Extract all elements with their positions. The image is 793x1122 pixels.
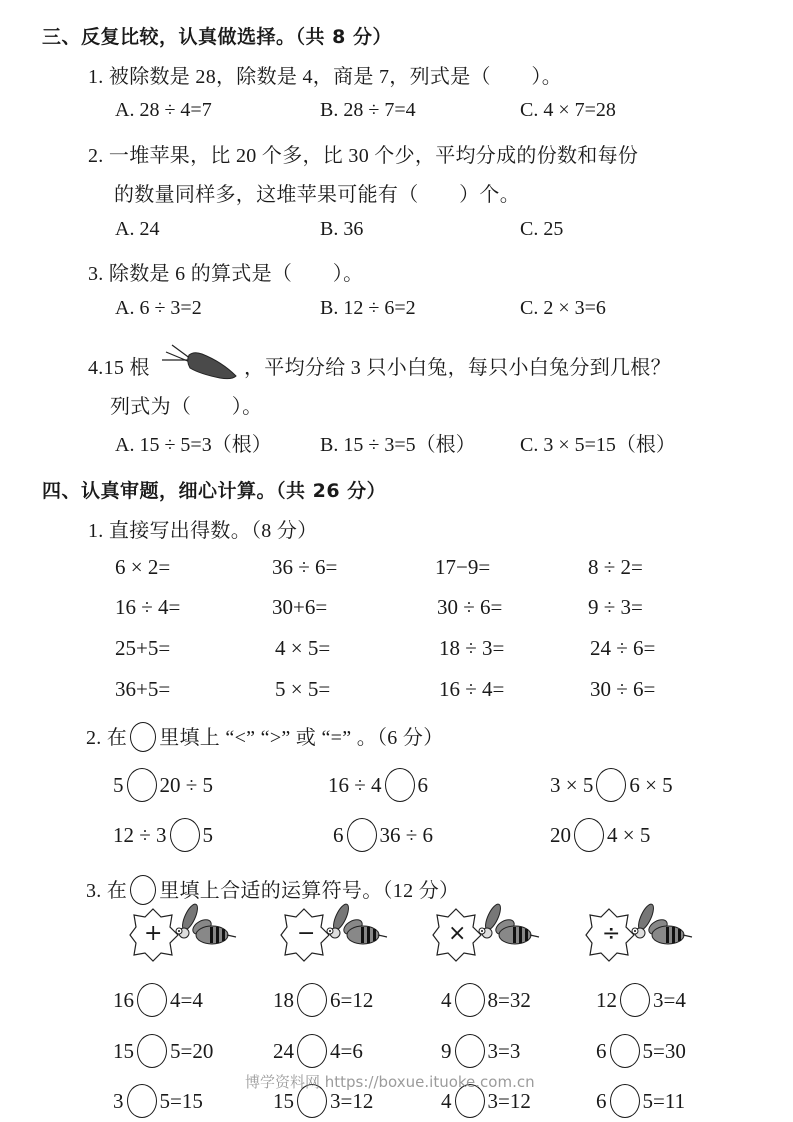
operator-item bbox=[273, 985, 373, 1019]
section-4-title: 四、认真审题，细心计算。（共 26 分） bbox=[42, 480, 387, 502]
calc-item[interactable]: 8 ÷ 2= bbox=[588, 555, 643, 579]
operand-left: 3 bbox=[113, 1088, 124, 1113]
compare-left: 16 ÷ 4 bbox=[328, 772, 382, 797]
question-2-text-line1: 2. 一堆苹果，比 20 个多，比 30 个少，平均分成的份数和每份 bbox=[88, 145, 639, 167]
operand-right: 5=11 bbox=[642, 1088, 686, 1113]
answer-circle[interactable] bbox=[137, 983, 167, 1017]
part-3-title-suffix: 里填上合适的运算符号。（12 分） bbox=[159, 880, 460, 902]
operator-item bbox=[596, 985, 686, 1019]
operand-right: 3=12 bbox=[330, 1088, 374, 1113]
calc-item[interactable]: 36 ÷ 6= bbox=[272, 555, 338, 579]
watermark: 博学资料网 https://boxue.ituoke.com.cn bbox=[245, 1073, 535, 1091]
operand-right: 3=3 bbox=[487, 1038, 521, 1063]
answer-circle[interactable] bbox=[347, 818, 377, 852]
compare-item bbox=[550, 820, 650, 854]
answer-circle[interactable] bbox=[297, 1034, 327, 1068]
question-3-option-b[interactable]: B. 12 ÷ 6=2 bbox=[320, 297, 416, 319]
answer-circle[interactable] bbox=[170, 818, 200, 852]
circle-icon bbox=[130, 722, 156, 752]
operator-item bbox=[596, 1036, 686, 1070]
question-2-option-a[interactable]: A. 24 bbox=[115, 218, 160, 240]
calc-item[interactable]: 30 ÷ 6= bbox=[590, 677, 656, 701]
compare-item bbox=[333, 820, 433, 854]
calc-item[interactable]: 18 ÷ 3= bbox=[439, 636, 505, 660]
calc-item[interactable]: 25+5= bbox=[115, 636, 171, 660]
question-2-option-c[interactable]: C. 25 bbox=[520, 218, 564, 240]
question-1-option-c[interactable]: C. 4 × 7=28 bbox=[520, 99, 616, 121]
compare-item bbox=[113, 770, 213, 804]
operand-right: 4=4 bbox=[170, 987, 203, 1012]
section-3-title: 三、反复比较，认真做选择。（共 8 分） bbox=[42, 26, 392, 48]
operand-left: 16 bbox=[113, 987, 134, 1012]
answer-circle[interactable] bbox=[127, 1084, 157, 1118]
operator-item bbox=[113, 1036, 213, 1070]
star-bee-icon bbox=[279, 903, 389, 965]
question-2-text-line2: 的数量同样多，这堆苹果可能有（ ）个。 bbox=[114, 184, 520, 206]
operator-star-plus bbox=[128, 903, 238, 965]
question-2-option-b[interactable]: B. 36 bbox=[320, 218, 364, 240]
operator-symbol: ÷ bbox=[602, 921, 621, 946]
question-3-option-a[interactable]: A. 6 ÷ 3=2 bbox=[115, 297, 202, 319]
operator-symbol: + bbox=[144, 921, 163, 946]
operand-right: 8=32 bbox=[487, 987, 531, 1012]
operator-star-minus bbox=[279, 903, 389, 965]
part-2-title-suffix: 里填上 “<” “>” 或 “=” 。（6 分） bbox=[159, 727, 444, 749]
calc-item[interactable]: 17−9= bbox=[435, 555, 491, 579]
answer-circle[interactable] bbox=[137, 1034, 167, 1068]
calc-item[interactable]: 36+5= bbox=[115, 677, 171, 701]
question-1-option-b[interactable]: B. 28 ÷ 7=4 bbox=[320, 99, 416, 121]
calc-item[interactable]: 16 ÷ 4= bbox=[439, 677, 505, 701]
question-4-option-a[interactable]: A. 15 ÷ 5=3（根） bbox=[115, 434, 272, 456]
operator-item bbox=[596, 1086, 685, 1120]
compare-item bbox=[328, 770, 428, 804]
answer-circle[interactable] bbox=[610, 1034, 640, 1068]
operator-item bbox=[441, 1036, 520, 1070]
question-4-suffix: ，平均分给 3 只小白兔，每只小白兔分到几根？ bbox=[244, 357, 671, 379]
calc-item[interactable]: 5 × 5= bbox=[275, 677, 331, 701]
answer-circle[interactable] bbox=[574, 818, 604, 852]
operand-right: 6=12 bbox=[330, 987, 374, 1012]
operand-left: 24 bbox=[273, 1038, 294, 1063]
operand-left: 6 bbox=[596, 1038, 607, 1063]
operand-left: 4 bbox=[441, 1088, 452, 1113]
compare-right: 20 ÷ 5 bbox=[159, 772, 214, 797]
operator-star-divide bbox=[584, 903, 694, 965]
operand-right: 3=4 bbox=[653, 987, 686, 1012]
answer-circle[interactable] bbox=[610, 1084, 640, 1118]
answer-circle[interactable] bbox=[455, 1034, 485, 1068]
question-1-text: 1. 被除数是 28，除数是 4，商是 7，列式是（ ）。 bbox=[88, 66, 562, 88]
compare-right: 6 × 5 bbox=[629, 772, 673, 797]
operator-star-times bbox=[431, 903, 541, 965]
operand-right: 4=6 bbox=[330, 1038, 363, 1063]
operand-right: 3=12 bbox=[487, 1088, 531, 1113]
calc-item[interactable]: 9 ÷ 3= bbox=[588, 595, 643, 619]
answer-circle[interactable] bbox=[385, 768, 415, 802]
operand-left: 6 bbox=[596, 1088, 607, 1113]
operand-left: 12 bbox=[596, 987, 617, 1012]
operand-left: 15 bbox=[113, 1038, 134, 1063]
calc-item[interactable]: 6 × 2= bbox=[115, 555, 171, 579]
part-3-title-prefix: 3. 在 bbox=[86, 880, 128, 902]
compare-item bbox=[550, 770, 673, 804]
compare-left: 6 bbox=[333, 822, 344, 847]
compare-right: 4 × 5 bbox=[607, 822, 651, 847]
part-2-title-prefix: 2. 在 bbox=[86, 727, 128, 749]
calc-item[interactable]: 4 × 5= bbox=[275, 636, 331, 660]
question-4-option-b[interactable]: B. 15 ÷ 3=5（根） bbox=[320, 434, 476, 456]
operand-left: 4 bbox=[441, 987, 452, 1012]
question-4-text-line2: 列式为（ ）。 bbox=[110, 396, 263, 418]
part-1-title: 1. 直接写出得数。（8 分） bbox=[88, 520, 318, 542]
question-1-option-a[interactable]: A. 28 ÷ 4=7 bbox=[115, 99, 212, 121]
operator-item bbox=[273, 1036, 363, 1070]
answer-circle[interactable] bbox=[297, 983, 327, 1017]
operand-right: 5=20 bbox=[170, 1038, 214, 1063]
operator-item bbox=[113, 985, 203, 1019]
compare-right: 6 bbox=[417, 772, 429, 797]
calc-item[interactable]: 30+6= bbox=[272, 595, 328, 619]
compare-right: 5 bbox=[202, 822, 214, 847]
question-3-option-c[interactable]: C. 2 × 3=6 bbox=[520, 297, 606, 319]
operand-left: 18 bbox=[273, 987, 294, 1012]
carrot-icon bbox=[160, 342, 242, 384]
operator-symbol: − bbox=[297, 921, 316, 946]
operator-item bbox=[441, 985, 531, 1019]
answer-circle[interactable] bbox=[596, 768, 626, 802]
question-4-option-c[interactable]: C. 3 × 5=15（根） bbox=[520, 434, 676, 456]
answer-circle[interactable] bbox=[455, 983, 485, 1017]
compare-item bbox=[113, 820, 213, 854]
compare-right: 36 ÷ 6 bbox=[379, 822, 434, 847]
compare-left: 12 ÷ 3 bbox=[113, 822, 167, 847]
operand-left: 9 bbox=[441, 1038, 452, 1063]
question-3-text: 3. 除数是 6 的算式是（ ）。 bbox=[88, 263, 364, 285]
calc-item[interactable]: 16 ÷ 4= bbox=[115, 595, 181, 619]
compare-left: 5 bbox=[113, 772, 124, 797]
star-bee-icon bbox=[584, 903, 694, 965]
circle-icon bbox=[130, 875, 156, 905]
calc-item[interactable]: 24 ÷ 6= bbox=[590, 636, 656, 660]
compare-left: 20 bbox=[550, 822, 571, 847]
operand-left: 15 bbox=[273, 1088, 294, 1113]
calc-item[interactable]: 30 ÷ 6= bbox=[437, 595, 503, 619]
part-2-title bbox=[86, 721, 444, 754]
answer-circle[interactable] bbox=[127, 768, 157, 802]
compare-left: 3 × 5 bbox=[550, 772, 594, 797]
answer-circle[interactable] bbox=[620, 983, 650, 1017]
operator-item bbox=[113, 1086, 203, 1120]
question-4-prefix: 4.15 根 bbox=[88, 357, 150, 379]
operand-right: 5=15 bbox=[159, 1088, 203, 1113]
operator-symbol: × bbox=[448, 921, 467, 946]
operand-right: 5=30 bbox=[642, 1038, 686, 1063]
